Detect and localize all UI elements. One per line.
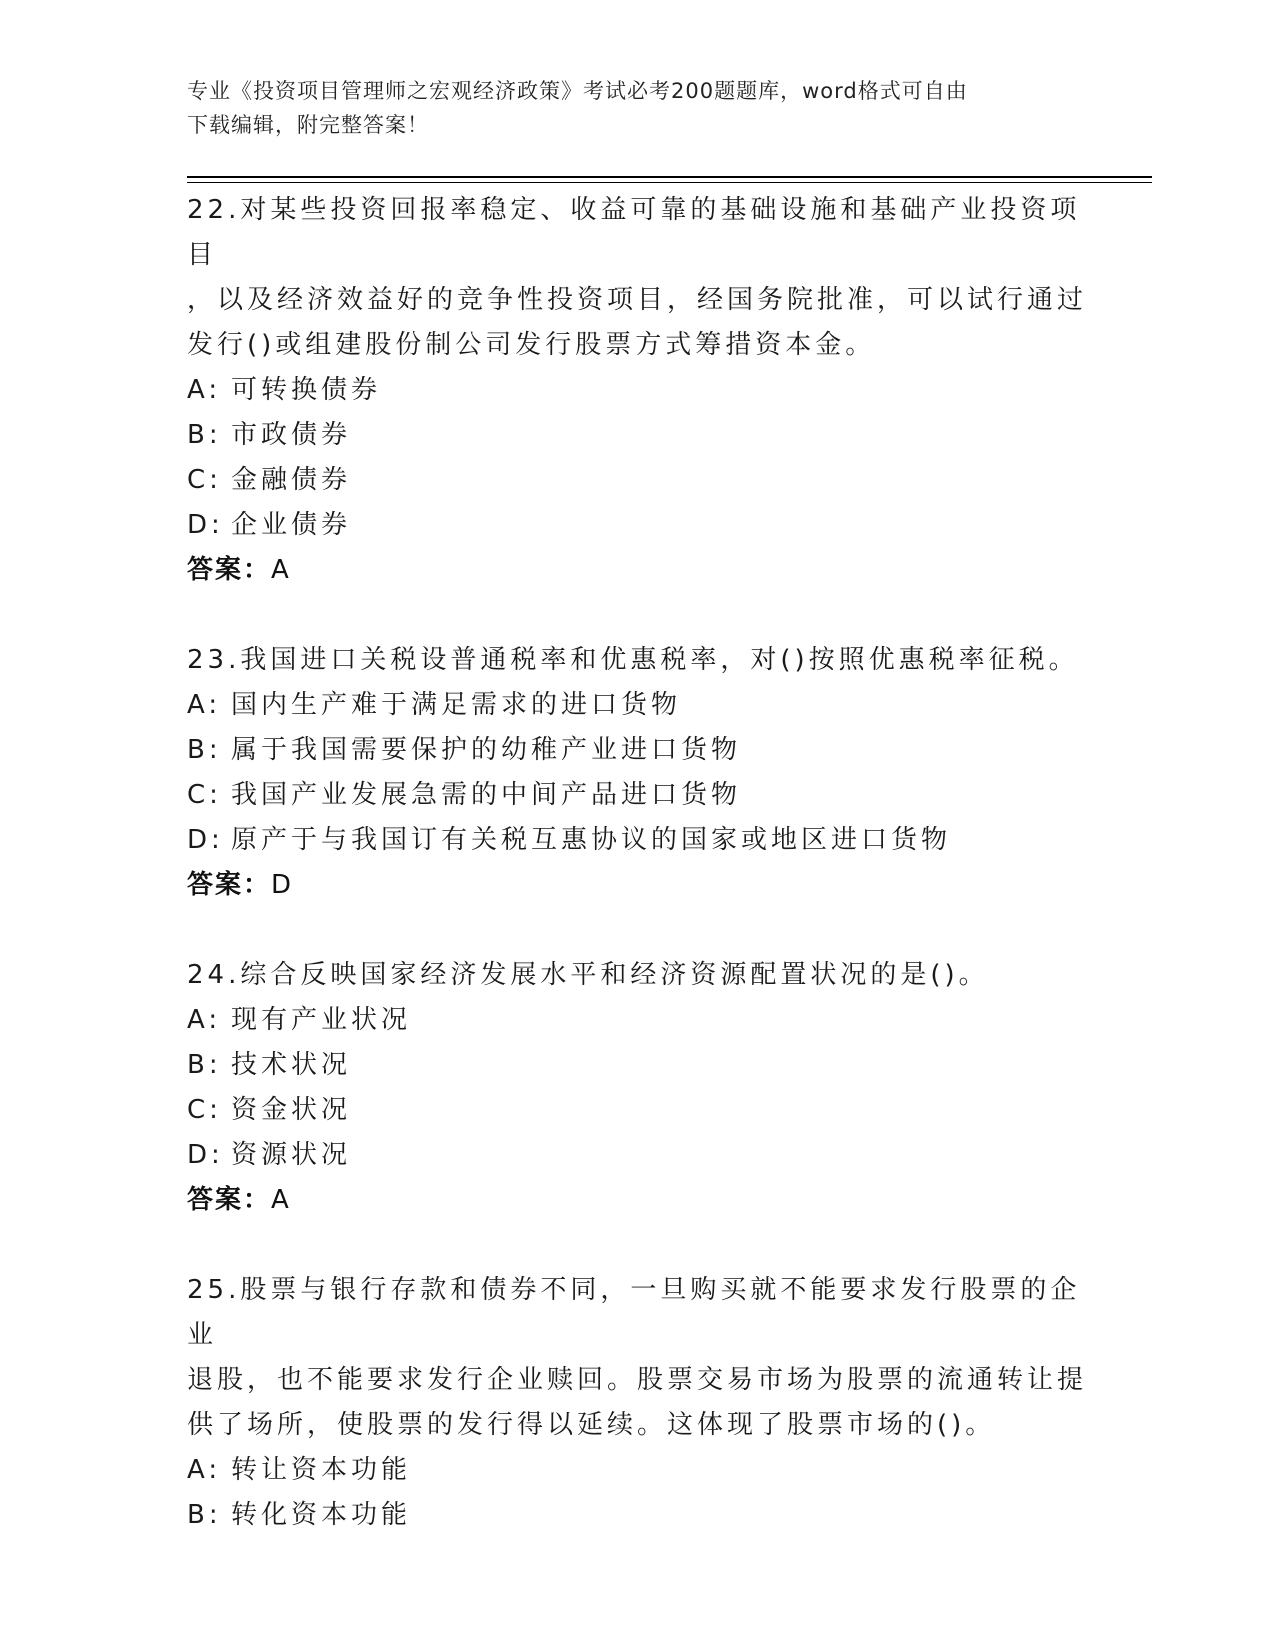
stem-line: 发行()或组建股份制公司发行股票方式筹措资本金。 xyxy=(187,330,876,360)
option-c xyxy=(187,458,1087,503)
header-line-1: 专业《投资项目管理师之宏观经济政策》考试必考200题题库，word格式可自由 xyxy=(187,79,968,103)
option-text: 金融债券 xyxy=(231,465,352,495)
spacer xyxy=(187,593,1087,638)
spacer xyxy=(187,1223,1087,1268)
option-a xyxy=(187,368,1087,413)
option-text: 市政债券 xyxy=(231,420,352,450)
option-label: B: xyxy=(187,735,222,765)
option-d xyxy=(187,818,1087,863)
document-header xyxy=(187,74,1067,142)
option-a xyxy=(187,1448,1087,1493)
option-c xyxy=(187,1088,1087,1133)
option-a xyxy=(187,683,1087,728)
option-b xyxy=(187,1493,1087,1538)
option-text: 我国产业发展急需的中间产品进口货物 xyxy=(231,780,742,810)
option-label: C: xyxy=(187,1095,222,1125)
spacer xyxy=(187,908,1087,953)
question-stem xyxy=(187,953,1087,998)
header-divider-thin xyxy=(187,182,1152,183)
header-line-2: 下载编辑，附完整答案！ xyxy=(187,113,429,137)
stem-line: ，以及经济效益好的竞争性投资项目，经国务院批准，可以试行通过 xyxy=(187,285,1088,315)
option-text: 转让资本功能 xyxy=(231,1455,412,1485)
option-text: 可转换债券 xyxy=(231,375,382,405)
question-23 xyxy=(187,638,1087,908)
stem-line: 24.综合反映国家经济发展水平和经济资源配置状况的是()。 xyxy=(187,960,989,990)
option-label: A: xyxy=(187,375,222,405)
option-text: 技术状况 xyxy=(231,1050,352,1080)
question-list xyxy=(187,188,1087,1538)
answer-line xyxy=(187,548,1087,593)
stem-line: 供了场所，使股票的发行得以延续。这体现了股票市场的()。 xyxy=(187,1410,996,1440)
option-label: A: xyxy=(187,1005,222,1035)
header-divider-thick xyxy=(187,176,1152,178)
question-stem xyxy=(187,638,1087,683)
answer-value: D xyxy=(271,870,294,900)
question-22 xyxy=(187,188,1087,593)
option-label: C: xyxy=(187,465,222,495)
option-label: D: xyxy=(187,825,224,855)
option-text: 现有产业状况 xyxy=(231,1005,412,1035)
option-label: D: xyxy=(187,1140,224,1170)
option-b xyxy=(187,728,1087,773)
option-b xyxy=(187,413,1087,458)
option-text: 转化资本功能 xyxy=(231,1500,412,1530)
option-label: A: xyxy=(187,1455,222,1485)
option-label: D: xyxy=(187,510,224,540)
answer-value: A xyxy=(271,555,291,585)
option-b xyxy=(187,1043,1087,1088)
option-a xyxy=(187,998,1087,1043)
answer-line xyxy=(187,863,1087,908)
option-label: B: xyxy=(187,1050,222,1080)
option-text: 资金状况 xyxy=(231,1095,352,1125)
option-label: A: xyxy=(187,690,222,720)
option-label: B: xyxy=(187,420,222,450)
option-label: B: xyxy=(187,1500,222,1530)
stem-line: 退股，也不能要求发行企业赎回。股票交易市场为股票的流通转让提 xyxy=(187,1365,1088,1395)
answer-value: A xyxy=(271,1185,291,1215)
option-text: 属于我国需要保护的幼稚产业进口货物 xyxy=(231,735,742,765)
question-24 xyxy=(187,953,1087,1223)
question-stem xyxy=(187,188,1087,368)
stem-line: 23.我国进口关税设普通税率和优惠税率，对()按照优惠税率征税。 xyxy=(187,645,1079,675)
answer-label: 答案： xyxy=(187,870,272,900)
option-text: 国内生产难于满足需求的进口货物 xyxy=(231,690,682,720)
option-text: 原产于与我国订有关税互惠协议的国家或地区进口货物 xyxy=(231,825,952,855)
stem-line: 25.股票与银行存款和债券不同，一旦购买就不能要求发行股票的企业 xyxy=(187,1275,1081,1350)
stem-line: 22.对某些投资回报率稳定、收益可靠的基础设施和基础产业投资项目 xyxy=(187,195,1081,270)
question-stem xyxy=(187,1268,1087,1448)
option-label: C: xyxy=(187,780,222,810)
answer-label: 答案： xyxy=(187,555,272,585)
option-text: 资源状况 xyxy=(231,1140,352,1170)
option-d xyxy=(187,1133,1087,1178)
answer-label: 答案： xyxy=(187,1185,272,1215)
question-25 xyxy=(187,1268,1087,1538)
option-d xyxy=(187,503,1087,548)
option-c xyxy=(187,773,1087,818)
answer-line xyxy=(187,1178,1087,1223)
option-text: 企业债券 xyxy=(231,510,352,540)
